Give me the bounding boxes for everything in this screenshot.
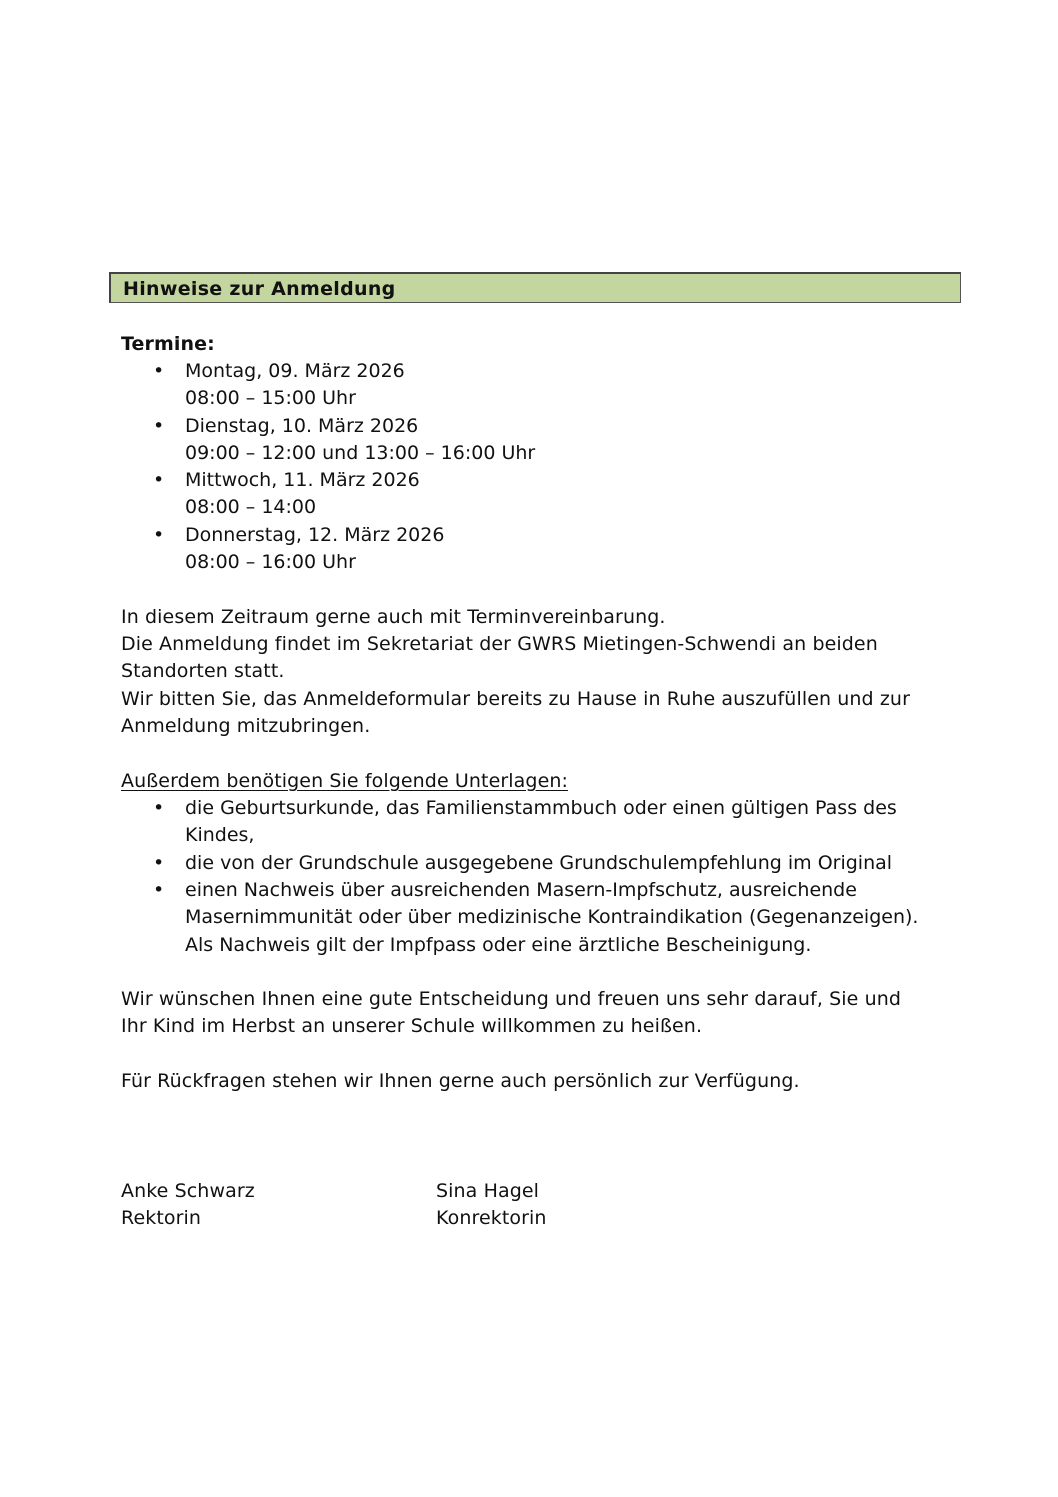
signature-role: Konrektorin xyxy=(436,1207,547,1229)
document-item-line: Kindes, xyxy=(185,824,255,846)
document-item-line: einen Nachweis über ausreichenden Masern-Impfschutz, ausreichende xyxy=(185,879,857,901)
info-line: Wir bitten Sie, das Anmeldeformular bereits zu Hause in Ruhe auszufüllen und zur xyxy=(121,688,910,710)
document-item-line: Masernimmunität oder über medizinische Kontraindikation (Gegenanzeigen). xyxy=(185,906,919,928)
termin-day: Montag, 09. März 2026 xyxy=(185,360,405,382)
bullet-icon: • xyxy=(153,852,165,874)
info-line: Standorten statt. xyxy=(121,660,285,682)
bullet-icon: • xyxy=(153,879,165,901)
bullet-icon: • xyxy=(153,797,165,819)
termin-time: 09:00 – 12:00 und 13:00 – 16:00 Uhr xyxy=(185,442,536,464)
closing-line: Wir wünschen Ihnen eine gute Entscheidung und freuen uns sehr darauf, Sie und xyxy=(121,988,902,1010)
bullet-icon: • xyxy=(153,360,165,382)
document-item-line: die von der Grundschule ausgegebene Grundschulempfehlung im Original xyxy=(185,852,893,874)
closing-line: Ihr Kind im Herbst an unserer Schule willkommen zu heißen. xyxy=(121,1015,703,1037)
termin-day: Donnerstag, 12. März 2026 xyxy=(185,524,445,546)
section-heading: Hinweise zur Anmeldung xyxy=(123,278,396,300)
signature-name: Sina Hagel xyxy=(436,1180,540,1202)
info-line: Die Anmeldung findet im Sekretariat der GWRS Mietingen-Schwendi an beiden xyxy=(121,633,878,655)
documents-label: Außerdem benötigen Sie folgende Unterlagen: xyxy=(121,770,569,792)
bullet-icon: • xyxy=(153,415,165,437)
termin-day: Mittwoch, 11. März 2026 xyxy=(185,469,420,491)
termin-time: 08:00 – 15:00 Uhr xyxy=(185,387,356,409)
section-heading-box xyxy=(109,272,961,303)
closing-line: Für Rückfragen stehen wir Ihnen gerne auch persönlich zur Verfügung. xyxy=(121,1070,800,1092)
termin-day: Dienstag, 10. März 2026 xyxy=(185,415,419,437)
document-item-line: Als Nachweis gilt der Impfpass oder eine ärztliche Bescheinigung. xyxy=(185,934,812,956)
signature-name: Anke Schwarz xyxy=(121,1180,255,1202)
signature-role: Rektorin xyxy=(121,1207,202,1229)
bullet-icon: • xyxy=(153,469,165,491)
info-line: Anmeldung mitzubringen. xyxy=(121,715,371,737)
termin-time: 08:00 – 16:00 Uhr xyxy=(185,551,356,573)
termin-time: 08:00 – 14:00 xyxy=(185,496,317,518)
bullet-icon: • xyxy=(153,524,165,546)
termine-label: Termine: xyxy=(121,333,215,355)
document-item-line: die Geburtsurkunde, das Familienstammbuch oder einen gültigen Pass des xyxy=(185,797,897,819)
info-line: In diesem Zeitraum gerne auch mit Terminvereinbarung. xyxy=(121,606,666,628)
